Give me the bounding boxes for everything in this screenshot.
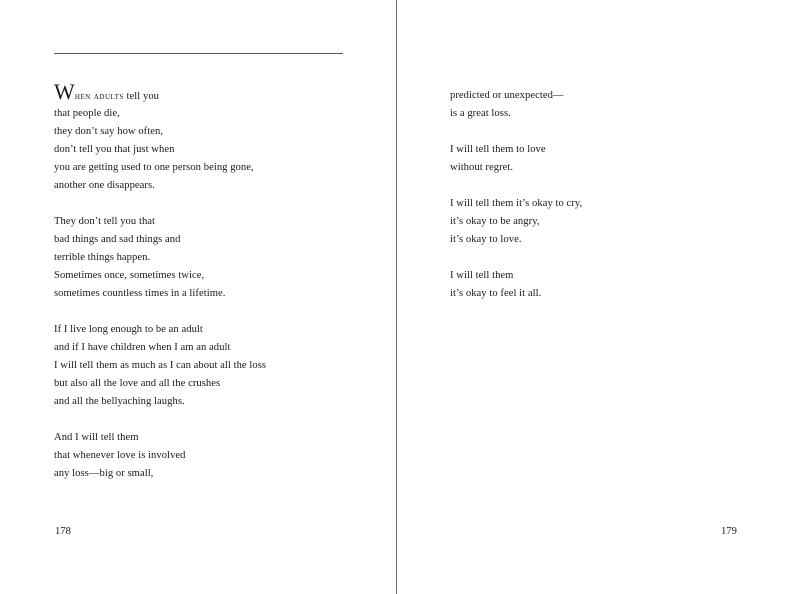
poem-line: sometimes countless times in a lifetime. — [54, 288, 226, 299]
poem-line: that people die, — [54, 108, 120, 119]
page-number-right: 179 — [721, 526, 737, 537]
poem-line: is a great loss. — [450, 108, 511, 119]
poem-line: but also all the love and all the crushes — [54, 378, 221, 389]
poem-line: and all the bellyaching laughs. — [54, 396, 185, 407]
poem-line: predicted or unexpected— — [450, 90, 564, 101]
poem-line: any loss—big or small, — [54, 468, 154, 479]
stanza-break — [54, 411, 266, 429]
opening-line — [54, 78, 266, 105]
poem-line: I will tell them — [450, 270, 514, 281]
stanza-break — [450, 249, 582, 267]
poem-line: And I will tell them — [54, 432, 139, 443]
poem-line: they don’t say how often, — [54, 126, 164, 137]
poem-line: Sometimes once, sometimes twice, — [54, 270, 205, 281]
stanza-break — [54, 195, 266, 213]
poem-line: you are getting used to one person being gone, — [54, 162, 254, 173]
chapter-rule — [54, 53, 343, 54]
stanza-break — [450, 177, 582, 195]
left-poem-text — [54, 78, 266, 483]
poem-line: don’t tell you that just when — [54, 144, 175, 155]
poem-line: and if I have children when I am an adult — [54, 342, 231, 353]
stanza-break — [450, 123, 582, 141]
poem-line: I will tell them to love — [450, 144, 546, 155]
opening-rest: tell you — [123, 91, 160, 102]
poem-line: without regret. — [450, 162, 514, 173]
poem-line: bad things and sad things and — [54, 234, 181, 245]
page-number-left: 178 — [55, 526, 71, 537]
poem-line: They don’t tell you that — [54, 216, 156, 227]
poem-line: I will tell them it’s okay to cry, — [450, 198, 583, 209]
right-poem-text — [450, 87, 582, 303]
right-page — [397, 0, 792, 594]
poem-line: it’s okay to love. — [450, 234, 522, 245]
stanza-break — [54, 303, 266, 321]
poem-line: I will tell them as much as I can about all the loss — [54, 360, 267, 371]
drop-cap: W — [54, 79, 75, 104]
poem-line: that whenever love is involved — [54, 450, 186, 461]
poem-line: it’s okay to feel it all. — [450, 288, 542, 299]
opening-small-caps: hen adults — [74, 91, 124, 102]
poem-line: If I live long enough to be an adult — [54, 324, 203, 335]
poem-line: it’s okay to be angry, — [450, 216, 540, 227]
poem-line: terrible things happen. — [54, 252, 151, 263]
poem-line: another one disappears. — [54, 180, 155, 191]
